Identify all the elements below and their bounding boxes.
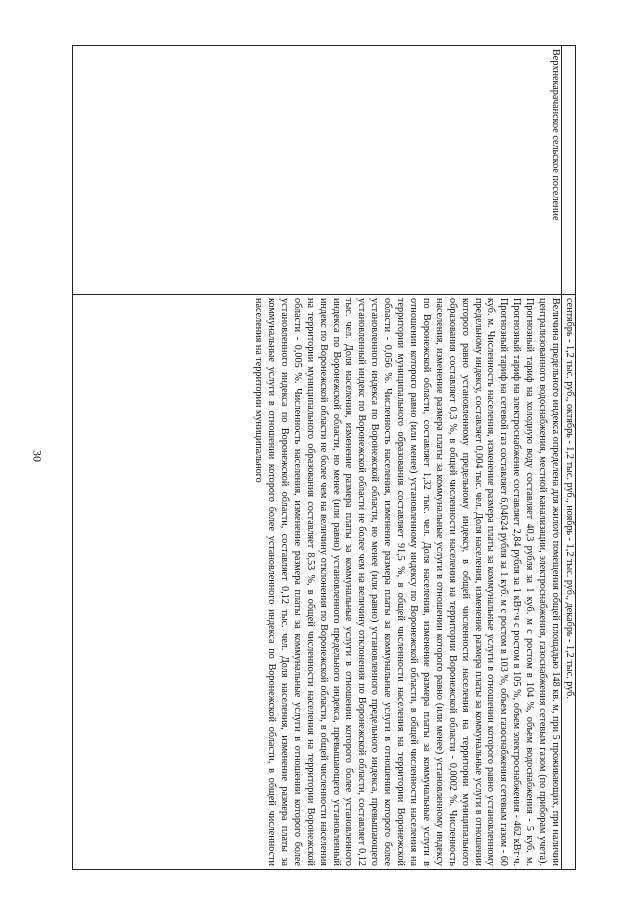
description-text: Величина предельного индекса определена для жилого помещения общей площадью 148 кв. м, при 5 проживающих, при наличии централизованного водоснабжения, местной канализации, электроснабжения, газоснабжения сетевым газом (по приборам учета). Прогнозный тариф на холодную воду составляет 40,3 рубля за 1 куб. м с ростом в 104 %, объем водоснабжения - 5 куб. м. Прогнозный тариф на электроснабжение составляет 2,84 рубля за 1 кВт·ч с ростом в 105 %, объем электроснабжения - 462 кВт·ч. Прогнозный тариф на сетевой газ составляет 6,04624 рубля за 1 куб. м с ростом в 103 %, объем газоснабжения сетевым газом - 60 куб. м. Численность населения, изменение размера платы за коммунальные услуги в отношении которого равно установленному предельному индексу, составляет 0,004 тыс. чел. Доля населения, изменение размера платы за коммунальные услуги в отношении которого равно установленному предельному индексу, в общей численности населения на территории муниципального образования составляет 0,3 %, в общей численности населения на территории Воронежской области - 0,0002 %. Численность населения, изменение размера платы за коммунальные услуги в отношении которого равно (или менее) установленному индексу по Воронежской области, составляет 1,32 тыс. чел. Доля населения, изменение размера платы за коммунальные услуги в отношении которого равно (или менее) установленному индексу по Воронежской области, в общей численности населения на территории муниципального образования составляет 91,5 %, в общей численности населения на территории Воронежской области - 0,056 %. Численность населения, изменение размера платы за коммунальные услуги в отношении которого более установленного индекса по Воронежской области, но менее (или равно) установленного предельного индекса, превышающего установленный индекс по Воронежской области не более чем на величину отклонения по Воронежской области, составляет 0,12 тыс. чел. Доля населения, изменение размера платы за коммунальные услуги в отношении которого более установленного индекса по Воронежской области, но менее (или равно) установленного предельного индекса, превышающего установленный индекс по Воронежской области не более чем на величину отклонения по Воронежской области, в общей численности населения на территории муниципального образования составляет 8,53 %, в общей численности населения на территории Воронежской области - 0,005 %. Численность населения, изменение размера платы за коммунальные услуги в отношении которого более установленного индекса по Воронежской области, составляет 0,12 тыс. чел. Доля населения, изменение размера платы за коммунальные услуги в отношении которого более установленного индекса по Воронежской области, в общей численности населения на территории муниципального: [253, 298, 561, 866]
settlement-name-cell: [562, 46, 576, 295]
document-sheet: [70, 45, 576, 870]
settlement-name-cell: Верхнекарачанское сельское поселение: [73, 46, 562, 295]
page-number: 30: [30, 450, 45, 462]
description-cell: [73, 295, 562, 870]
table-row: [562, 46, 576, 870]
table-row: [73, 46, 562, 870]
description-cell: сентябрь - 1,2 тыс. руб., октябрь - 1,2 тыс. руб., ноябрь - 1,2 тыс. руб., декабрь - 1,2 тыс. руб.: [562, 295, 576, 870]
indices-table: [72, 45, 576, 870]
rotated-page-area: [70, 45, 576, 870]
